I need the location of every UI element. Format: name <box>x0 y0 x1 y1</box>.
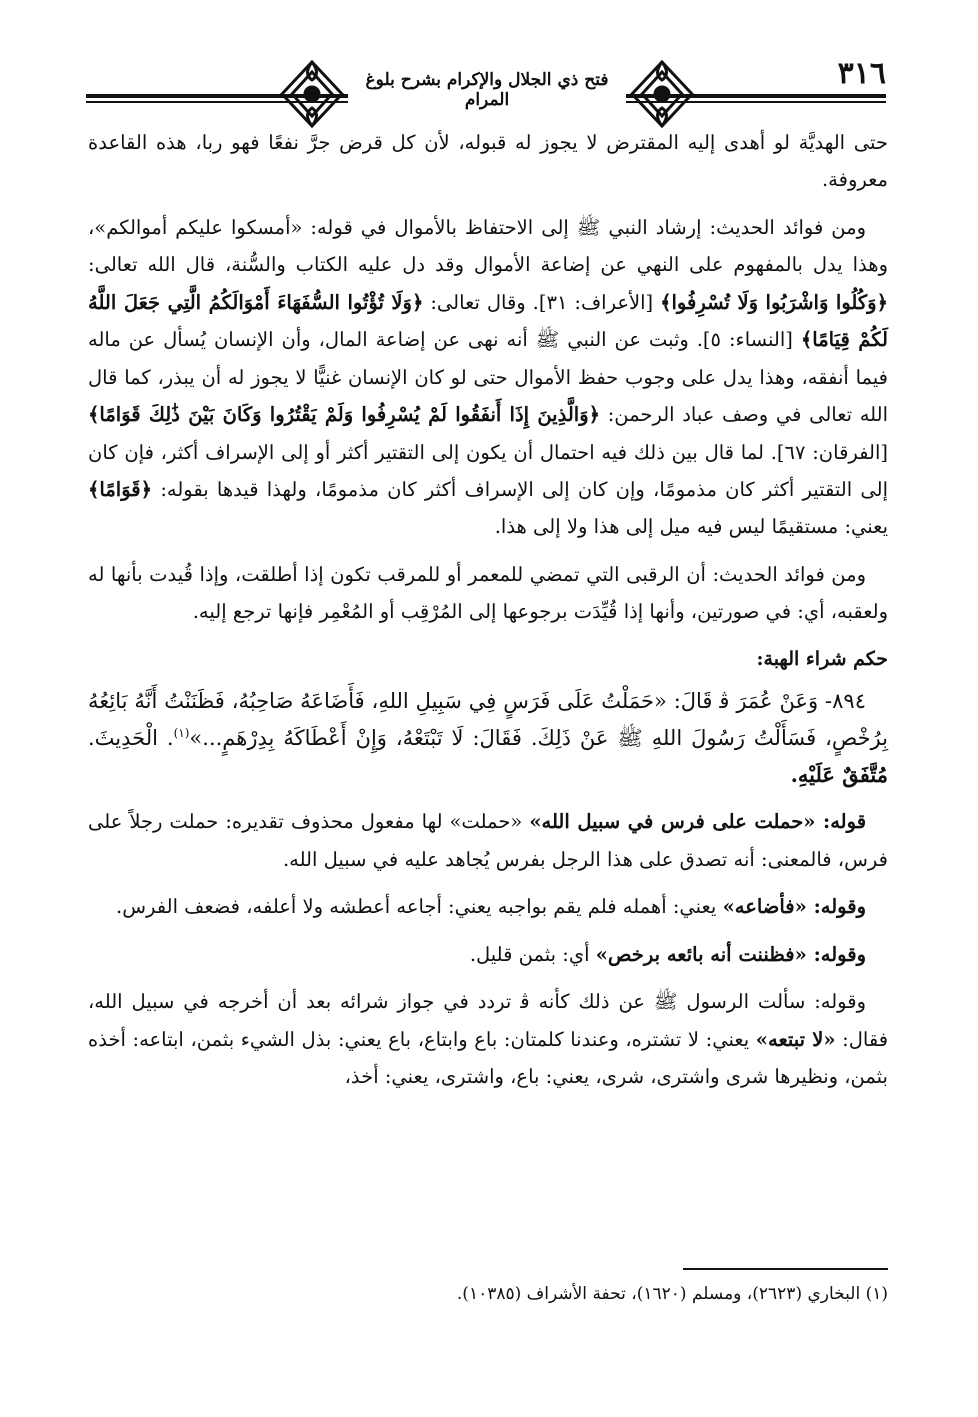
header-ornament-left-icon <box>276 58 348 130</box>
commentary-text: «حملت» لها مفعول محذوف تقديره: حملت رجلاً على فرس، فالمعنى: أنه تصدق على هذا الرجل بفرس يُجاهد عليه في سبيل الله. <box>88 810 888 871</box>
commentary-quote: قوله: «حملت على فرس في سبيل الله» <box>529 810 867 834</box>
page-number: ٣١٦ <box>837 56 886 91</box>
paragraph-ruqba: ومن فوائد الحديث: أن الرقبى التي تمضي للمعمر أو للمرقب تكون إذا أطلقت، وإذا قُيدت بأنها له ولعقبه، أي: في صورتين، وأنها إذا قُيِّدَت برجوعها إلى المُرْقِب أو المُعْمِر فإنها ترجع إليه. <box>88 562 888 624</box>
page-content <box>88 124 888 1105</box>
header-ornament-right-icon <box>626 58 698 130</box>
commentary-text: أي: بثمن قليل. <box>469 942 590 966</box>
commentary-text: وقوله: سألت الرسول ﷺ عن ذلك كأنه ﭬ تردد في جواز شرائه بعد أن أخرجه في سبيل الله، فقال: <box>88 990 889 1051</box>
hadith-tail: . الْحَدِيثَ. <box>88 725 174 750</box>
hadith-text <box>88 683 888 793</box>
quran-verse: ﴿وَكُلُوا وَاشْرَبُوا وَلَا تُسْرِفُوا﴾ <box>660 290 888 314</box>
paragraph-text: [النساء: ٥]. وثبت عن النبي ﷺ أنه نهى عن إضاعة المال، وأن الإنسان يُسأل عن ماله فيما أنفقه، وهذا يدل على وجوب حفظ الأموال حتى لو كان الإنسان غنيًّا لا يجوز له أن يبذر، كما قال الله تعالى في وصف عباد الرحمن: <box>88 328 888 427</box>
commentary-text: يعني: أهمله فلم يقم بواجبه يعني: أجاعه أعطشه ولا أعلفه، فضعف الفرس. <box>116 895 717 919</box>
commentary-paragraph <box>88 803 888 878</box>
section-title: حكم شراء الهبة: <box>756 647 888 670</box>
paragraph-text: [الفرقان: ٦٧]. لما قال بين ذلك فيه احتمال أن يكون إلى التقتير أكثر أو إلى الإسراف أكثر، فإن كان إلى التقتير أكثر كان مذمومًا، وإن كان إلى الإسراف أكثر كان مذمومًا، ولهذا قيدها بقوله: <box>88 440 888 501</box>
commentary-quote: وقوله: «فأضاعه» <box>722 895 866 919</box>
page-header <box>86 48 886 120</box>
quran-verse: ﴿وَلَا تُؤْتُوا السُّفَهَاءَ أَمْوَالَكُمُ الَّتِي جَعَلَ اللَّهُ لَكُمْ قِيَامًا﴾ <box>88 290 888 352</box>
commentary-paragraph <box>88 888 888 925</box>
quran-verse: ﴿وَالَّذِينَ إِذَا أَنفَقُوا لَمْ يُسْرِفُوا وَلَمْ يَقْتُرُوا وَكَانَ بَيْنَ ذَٰلِكَ قَوَامًا﴾ <box>88 403 601 427</box>
commentary-paragraph <box>88 936 888 973</box>
paragraph-text: يعني: مستقيمًا ليس فيه ميل إلى هذا ولا إلى هذا. <box>494 515 888 539</box>
paragraph-text: ومن فوائد الحديث: إرشاد النبي ﷺ إلى الاحتفاظ بالأموال في قوله: «أمسكوا عليكم أموالكم»، وهذا يدل بالمفهوم على النهي عن إضاعة الأموال وقد دل عليه الكتاب والسُّنة، قال الله تعالى: <box>88 215 888 277</box>
quran-verse: ﴿قَوَامًا﴾ <box>88 477 153 501</box>
paragraph-preserving-wealth <box>88 209 888 546</box>
commentary-quote: «لا تبتعه» <box>755 1027 836 1051</box>
paragraph-qard-rule: حتى الهديَّة لو أهدى إليه المقترض لا يجوز له قبوله، لأن كل قرض جرَّ نفعًا فهو ربا، هذه القاعدة معروفة. <box>88 131 888 192</box>
commentary-text: يعني: لا تشتره، وعندنا كلمتان: باع وابتاع، باع يعني: بذل الشيء بثمن، ابتاعه: أخذه بثمن، ونظيرها شرى واشترى، شرى، يعني: باع، واشترى، يعني: أخذ، <box>88 1027 888 1089</box>
hadith-body: ٨٩٤- وَعَنْ عُمَرَ ﭬ قَالَ: «حَمَلْتُ عَلَى فَرَسٍ فِي سَبِيلِ اللهِ، فَأَضَاعَهُ صَاحِبُهُ، فَظَنَنْتُ أَنَّهُ بَائِعُهُ بِرُخْصٍ، فَسَأَلْتُ رَسُولَ اللهِ ﷺ عَنْ ذَلِكَ. فَقَالَ: لَا تَبْتَعْهُ، وَإِنْ أَعْطَاكَهُ بِدِرْهَمٍ...» <box>88 689 888 750</box>
footnote-rule <box>683 1268 888 1270</box>
paragraph-text: [الأعراف: ٣١]. وقال تعالى: <box>430 290 654 314</box>
commentary-paragraph <box>88 983 888 1095</box>
footnote-ref: (١) <box>173 725 190 740</box>
running-title: فتح ذي الجلال والإكرام بشرح بلوغ المرام <box>348 70 626 110</box>
hadith-source: مُتَّفَقٌ عَلَيْهِ. <box>790 761 888 787</box>
footnote: (١) البخاري (٢٦٢٣)، ومسلم (١٦٢٠)، تحفة الأشراف (١٠٣٨٥). <box>456 1284 888 1304</box>
commentary-quote: وقوله: «فظننت أنه بائعه برخص» <box>595 942 866 966</box>
